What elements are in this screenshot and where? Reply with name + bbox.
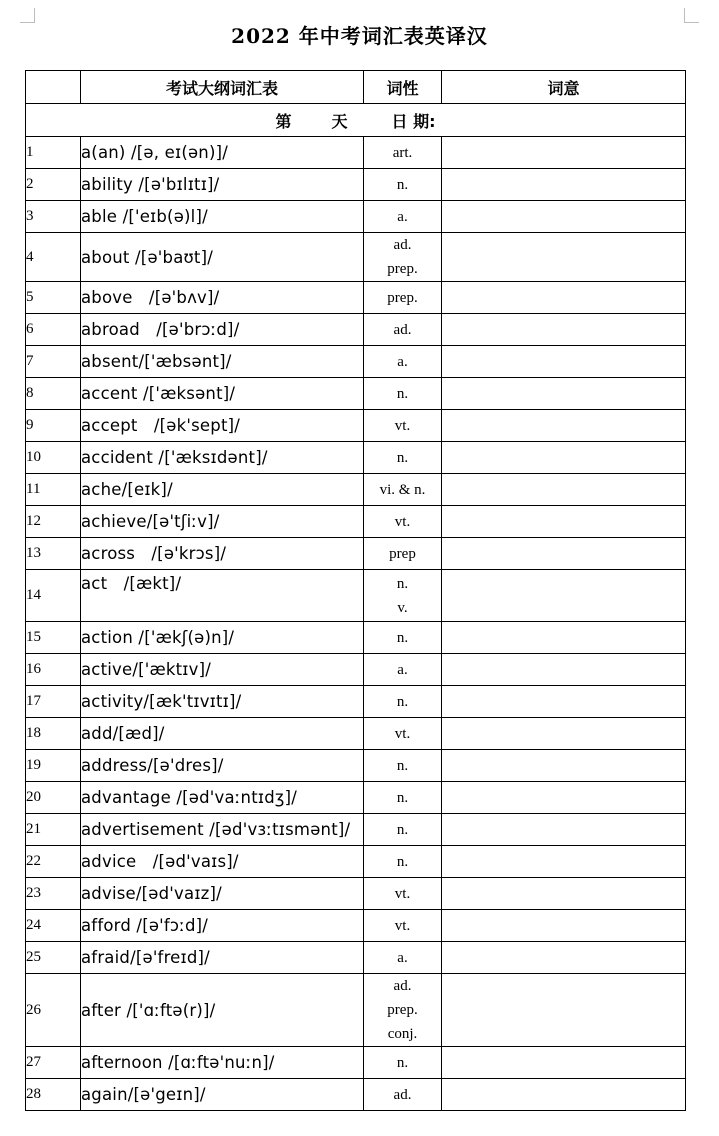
pos-line: a.	[397, 208, 408, 225]
part-of-speech	[364, 314, 442, 346]
meaning-cell	[442, 814, 686, 846]
table-row	[26, 169, 686, 201]
word-phonetic: advantage /[əd'vaːntɪdʒ]/	[81, 782, 364, 814]
row-number: 11	[26, 474, 81, 506]
pos-line: a.	[397, 353, 408, 370]
table-row	[26, 538, 686, 570]
row-number: 24	[26, 910, 81, 942]
row-number: 18	[26, 718, 81, 750]
pos-line: vt.	[394, 917, 411, 934]
row-number: 8	[26, 378, 81, 410]
pos-line: n.	[396, 853, 409, 870]
row-number: 7	[26, 346, 81, 378]
meaning-cell	[442, 346, 686, 378]
word-phonetic: achieve/[ə'tʃiːv]/	[81, 506, 364, 538]
pos-line: prep.	[387, 1002, 418, 1018]
row-number: 20	[26, 782, 81, 814]
row-number: 19	[26, 750, 81, 782]
pos-line: n.	[396, 629, 409, 646]
table-row	[26, 1047, 686, 1079]
table-row	[26, 878, 686, 910]
part-of-speech	[364, 282, 442, 314]
pos-line: prep.	[387, 261, 418, 277]
meaning-cell	[442, 1047, 686, 1079]
row-number: 13	[26, 538, 81, 570]
meaning-cell	[442, 654, 686, 686]
table-row	[26, 686, 686, 718]
part-of-speech	[364, 718, 442, 750]
date-label: 日 期:	[391, 111, 436, 131]
day-date-cell	[26, 104, 686, 137]
part-of-speech	[364, 622, 442, 654]
meaning-cell	[442, 201, 686, 233]
row-number: 9	[26, 410, 81, 442]
word-phonetic: above /[ə'bʌv]/	[81, 282, 364, 314]
part-of-speech	[364, 474, 442, 506]
part-of-speech	[364, 910, 442, 942]
word-phonetic: afternoon /[ɑːftə'nuːn]/	[81, 1047, 364, 1079]
pos-line: vt.	[394, 885, 411, 902]
pos-line: n.	[396, 789, 409, 806]
row-number: 5	[26, 282, 81, 314]
part-of-speech	[364, 410, 442, 442]
pos-line: n.	[396, 575, 409, 592]
part-of-speech	[364, 814, 442, 846]
meaning-cell	[442, 974, 686, 1047]
meaning-cell	[442, 782, 686, 814]
row-number: 23	[26, 878, 81, 910]
part-of-speech	[364, 346, 442, 378]
word-phonetic: advice /[əd'vaɪs]/	[81, 846, 364, 878]
word-phonetic: accept /[ək'sept]/	[81, 410, 364, 442]
word-phonetic: act /[ækt]/	[81, 570, 364, 622]
table-row	[26, 506, 686, 538]
meaning-cell	[442, 538, 686, 570]
word-phonetic: action /['ækʃ(ə)n]/	[81, 622, 364, 654]
row-number: 1	[26, 137, 81, 169]
word-phonetic: advertisement /[əd'vɜːtɪsmənt]/	[81, 814, 364, 846]
table-row	[26, 570, 686, 622]
pos-line: ad.	[393, 321, 412, 338]
part-of-speech	[364, 1079, 442, 1111]
pos-line: n.	[396, 385, 409, 402]
word-phonetic: address/[ə'dres]/	[81, 750, 364, 782]
meaning-cell	[442, 474, 686, 506]
pos-line: prep	[389, 545, 416, 562]
table-row	[26, 974, 686, 1047]
meaning-cell	[442, 442, 686, 474]
word-phonetic: abroad /[ə'brɔːd]/	[81, 314, 364, 346]
row-number: 12	[26, 506, 81, 538]
pos-line: vt.	[394, 513, 411, 530]
pos-line: n.	[396, 449, 409, 466]
table-row	[26, 846, 686, 878]
table-row	[26, 201, 686, 233]
word-phonetic: able /['eɪb(ə)l]/	[81, 201, 364, 233]
table-row	[26, 718, 686, 750]
table-row	[26, 346, 686, 378]
part-of-speech	[364, 654, 442, 686]
pos-line: n.	[396, 821, 409, 838]
table-header-row	[26, 71, 686, 104]
pos-line: v.	[397, 599, 408, 616]
part-of-speech	[364, 750, 442, 782]
row-number: 25	[26, 942, 81, 974]
meaning-cell	[442, 137, 686, 169]
row-number: 16	[26, 654, 81, 686]
table-row	[26, 654, 686, 686]
part-of-speech	[364, 686, 442, 718]
word-phonetic: advise/[əd'vaɪz]/	[81, 878, 364, 910]
part-of-speech	[364, 538, 442, 570]
part-of-speech	[364, 201, 442, 233]
pos-line: n.	[396, 693, 409, 710]
meaning-cell	[442, 570, 686, 622]
table-row	[26, 314, 686, 346]
part-of-speech	[364, 782, 442, 814]
word-phonetic: absent/['æbsənt]/	[81, 346, 364, 378]
table-row	[26, 910, 686, 942]
day-label-di: 第	[275, 111, 292, 131]
part-of-speech	[364, 1047, 442, 1079]
table-row	[26, 442, 686, 474]
part-of-speech	[364, 878, 442, 910]
meaning-cell	[442, 314, 686, 346]
part-of-speech	[364, 378, 442, 410]
meaning-cell	[442, 410, 686, 442]
word-phonetic: a(an) /[ə, eɪ(ən)]/	[81, 137, 364, 169]
row-number: 26	[26, 974, 81, 1047]
table-row	[26, 814, 686, 846]
pos-line: n.	[396, 176, 409, 193]
row-number: 3	[26, 201, 81, 233]
pos-line: a.	[397, 949, 408, 966]
meaning-cell	[442, 233, 686, 282]
table-row	[26, 750, 686, 782]
pos-line: n.	[396, 1054, 409, 1071]
part-of-speech	[364, 846, 442, 878]
meaning-cell	[442, 750, 686, 782]
day-date-row	[26, 104, 686, 137]
document-title: 2022 年中考词汇表英译汉	[231, 24, 488, 48]
pos-line: a.	[397, 661, 408, 678]
part-of-speech	[364, 169, 442, 201]
part-of-speech	[364, 137, 442, 169]
table-row	[26, 474, 686, 506]
header-number	[26, 71, 81, 104]
word-phonetic: again/[ə'geɪn]/	[81, 1079, 364, 1111]
pos-line: ad.	[393, 237, 412, 253]
table-row	[26, 137, 686, 169]
meaning-cell	[442, 378, 686, 410]
word-phonetic: accent /['æksənt]/	[81, 378, 364, 410]
part-of-speech	[364, 570, 442, 622]
word-phonetic: afraid/[ə'freɪd]/	[81, 942, 364, 974]
pos-line: ad.	[393, 978, 412, 994]
table-row	[26, 622, 686, 654]
row-number: 4	[26, 233, 81, 282]
meaning-cell	[442, 718, 686, 750]
word-phonetic: accident /['æksɪdənt]/	[81, 442, 364, 474]
meaning-cell	[442, 942, 686, 974]
vocabulary-table	[25, 70, 686, 1111]
part-of-speech	[364, 506, 442, 538]
pos-line: art.	[392, 144, 413, 161]
row-number: 21	[26, 814, 81, 846]
word-phonetic: ache/[eɪk]/	[81, 474, 364, 506]
meaning-cell	[442, 846, 686, 878]
pos-line: ad.	[393, 1086, 412, 1103]
part-of-speech	[364, 942, 442, 974]
pos-line: prep.	[387, 289, 418, 306]
table-row	[26, 233, 686, 282]
pos-line: n.	[396, 757, 409, 774]
table-row	[26, 410, 686, 442]
pos-line: vt.	[394, 725, 411, 742]
table-row	[26, 942, 686, 974]
meaning-cell	[442, 910, 686, 942]
meaning-cell	[442, 1079, 686, 1111]
word-phonetic: activity/[æk'tɪvɪtɪ]/	[81, 686, 364, 718]
part-of-speech	[364, 233, 442, 282]
word-phonetic: add/[æd]/	[81, 718, 364, 750]
word-phonetic: active/['æktɪv]/	[81, 654, 364, 686]
meaning-cell	[442, 282, 686, 314]
table-row	[26, 1079, 686, 1111]
word-phonetic: ability /[ə'bɪlɪtɪ]/	[81, 169, 364, 201]
pos-line: vt.	[394, 417, 411, 434]
row-number: 10	[26, 442, 81, 474]
header-meaning: 词意	[442, 71, 686, 104]
row-number: 2	[26, 169, 81, 201]
row-number: 17	[26, 686, 81, 718]
word-phonetic: across /[ə'krɔs]/	[81, 538, 364, 570]
word-phonetic: afford /[ə'fɔːd]/	[81, 910, 364, 942]
pos-line: vi. & n.	[379, 481, 426, 498]
meaning-cell	[442, 686, 686, 718]
meaning-cell	[442, 622, 686, 654]
row-number: 6	[26, 314, 81, 346]
table-row	[26, 282, 686, 314]
table-row	[26, 782, 686, 814]
row-number: 14	[26, 570, 81, 622]
table-row	[26, 378, 686, 410]
pos-line: conj.	[387, 1026, 418, 1042]
row-number: 28	[26, 1079, 81, 1111]
day-label-tian: 天	[331, 111, 348, 131]
meaning-cell	[442, 169, 686, 201]
part-of-speech	[364, 442, 442, 474]
row-number: 15	[26, 622, 81, 654]
word-phonetic: after /['ɑːftə(r)]/	[81, 974, 364, 1047]
meaning-cell	[442, 506, 686, 538]
header-word: 考试大纲词汇表	[81, 71, 364, 104]
header-pos: 词性	[364, 71, 442, 104]
part-of-speech	[364, 974, 442, 1047]
word-phonetic: about /[ə'baʊt]/	[81, 233, 364, 282]
row-number: 27	[26, 1047, 81, 1079]
row-number: 22	[26, 846, 81, 878]
meaning-cell	[442, 878, 686, 910]
